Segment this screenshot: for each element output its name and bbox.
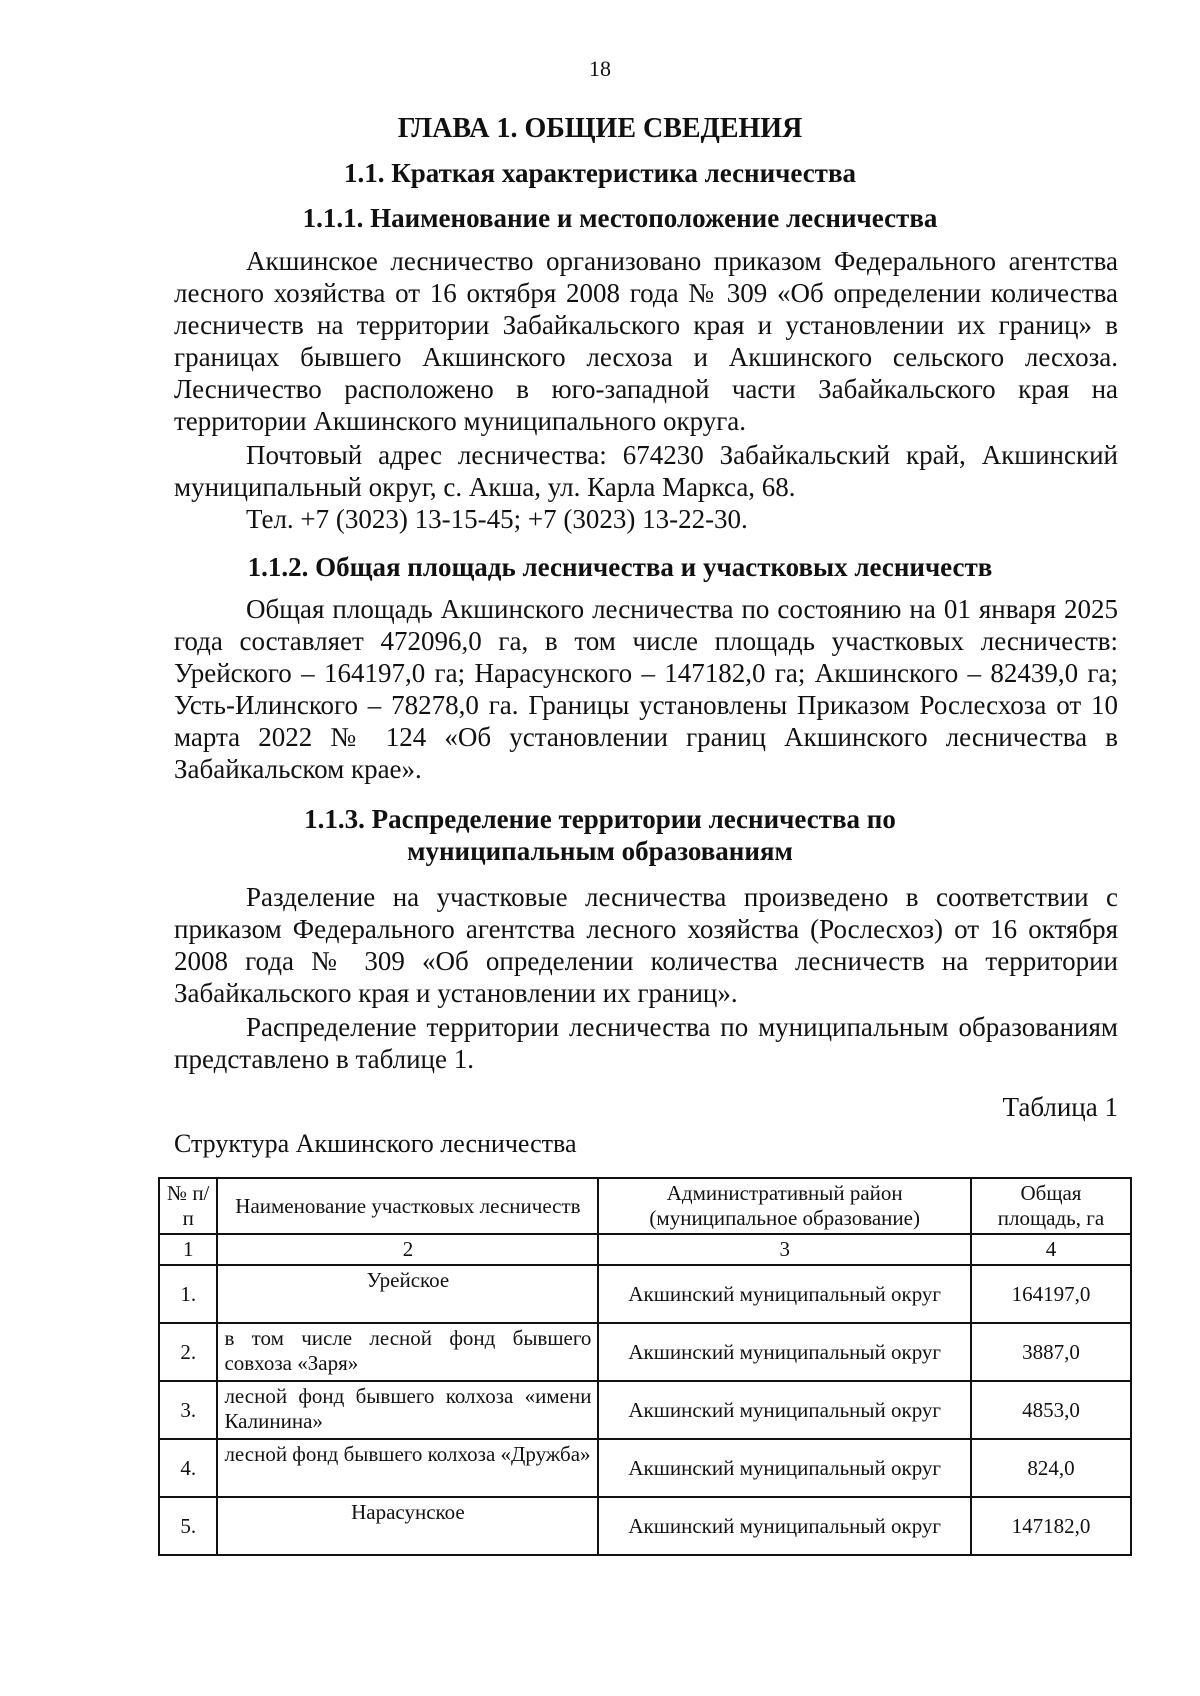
table-caption: Структура Акшинского лесничества [174,1129,577,1158]
district-cell: Акшинский муниципальный округ [598,1497,971,1555]
table-label: Таблица 1 [1002,1092,1118,1122]
district-cell: Акшинский муниципальный округ [598,1323,971,1381]
table-row [159,1265,1131,1323]
area-cell: 147182,0 [971,1497,1131,1555]
table-row [159,1381,1131,1439]
subsection-1-paragraph-2: Почтовый адрес лесничества: 674230 Забайкальский край, Акшинский муниципальный округ, с. Акша, ул. Карла Маркса, 68. [174,440,1118,502]
area-cell: 824,0 [971,1439,1131,1497]
area-cell: 164197,0 [971,1265,1131,1323]
header-cell: Административный район (муниципальное образование) [598,1178,971,1234]
phone-line: Тел. +7 (3023) 13-15-45; +7 (3023) 13-22-30. [246,504,748,534]
forestry-name-cell: Нарасунское [217,1497,598,1555]
column-number-cell: 2 [217,1234,598,1265]
area-cell: 4853,0 [971,1381,1131,1439]
forestry-name-cell: Урейское [217,1265,598,1323]
row-number-cell: 3. [159,1381,217,1439]
column-number-cell: 3 [598,1234,971,1265]
structure-table [158,1177,1132,1556]
subsection-1-paragraph-1: Акшинское лесничество организовано приказом Федерального агентства лесного хозяйства от 16 октября 2008 года № 309 «Об определении количества лесничеств на территории Забайкальского края и установлении их границ» в границах бывшего Акшинского лесхоза и Акшинского сельского лесхоза. Лесничество расположено в юго-западной части Забайкальского края на территории Акшинского муниципального округа. [174,246,1118,436]
area-cell: 3887,0 [971,1323,1131,1381]
column-number-row [159,1234,1131,1265]
subsection-3-title: 1.1.3. Распределение территории лесничества по муниципальным образованиям [304,804,896,866]
row-number-cell: 5. [159,1497,217,1555]
page-number: 18 [589,56,611,81]
forestry-name-cell: лесной фонд бывшего колхоза «Дружба» [217,1439,598,1497]
subsection-2-paragraph: Общая площадь Акшинского лесничества по состоянию на 01 января 2025 года составляет 472096,0 га, в том числе площадь участковых лесничеств: Урейского – 164197,0 га; Нарасунского – 147182,0 га; Акшинского – 82439,0 га; Усть-Илинского – 78278,0 га. Границы установлены Приказом Рослесхоза от 10 марта 2022 № 124 «Об установлении границ Акшинского лесничества в Забайкальском крае». [174,594,1118,784]
table-row [159,1439,1131,1497]
section-title: 1.1. Краткая характеристика лесничества [343,158,857,188]
row-number-cell: 1. [159,1265,217,1323]
chapter-title: ГЛАВА 1. ОБЩИЕ СВЕДЕНИЯ [397,113,803,144]
row-number-cell: 2. [159,1323,217,1381]
subsection-3-paragraph-1: Разделение на участковые лесничества произведено в соответствии с приказом Федерального агентства лесного хозяйства (Рослесхоз) от 16 октября 2008 года № 309 «Об определении количества лесничеств на территории Забайкальского края и установлении их границ». [174,882,1118,1008]
subsection-2-title: 1.1.2. Общая площадь лесничества и участковых лесничеств [247,552,993,582]
subsection-3-paragraph-2: Распределение территории лесничества по муниципальным образованиям представлено в таблице 1. [174,1012,1118,1074]
table-header-row [159,1178,1131,1234]
column-number-cell: 1 [159,1234,217,1265]
header-cell: Наименование участковых лесничеств [217,1178,598,1234]
forestry-name-cell: лесной фонд бывшего колхоза «имени Калинина» [217,1381,598,1439]
district-cell: Акшинский муниципальный округ [598,1439,971,1497]
header-cell: Общая площадь, га [971,1178,1131,1234]
forestry-name-cell: в том числе лесной фонд бывшего совхоза «Заря» [217,1323,598,1381]
table-row [159,1497,1131,1555]
table-row [159,1323,1131,1381]
district-cell: Акшинский муниципальный округ [598,1381,971,1439]
column-number-cell: 4 [971,1234,1131,1265]
subsection-1-title: 1.1.1. Наименование и местоположение лесничества [302,203,938,233]
header-cell: № п/п [159,1178,217,1234]
district-cell: Акшинский муниципальный округ [598,1265,971,1323]
row-number-cell: 4. [159,1439,217,1497]
